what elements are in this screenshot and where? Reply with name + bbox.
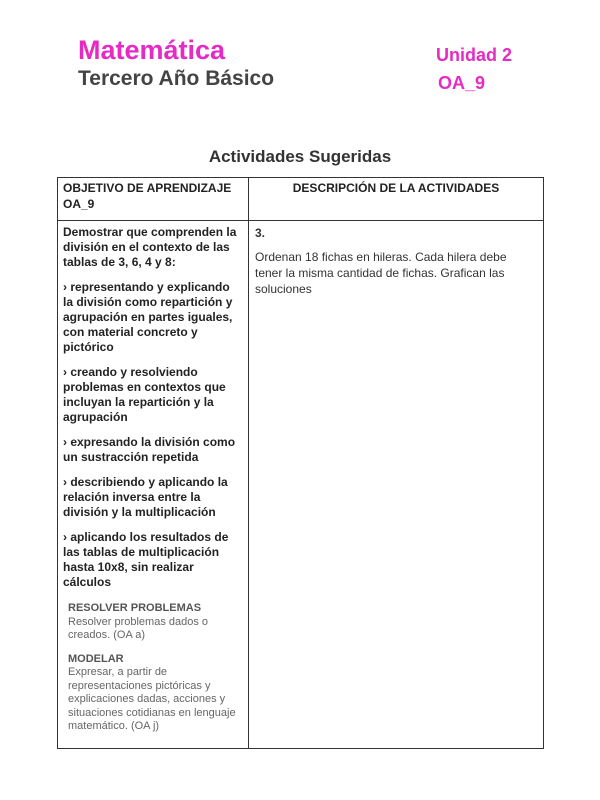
activity-number: 3. (255, 226, 266, 240)
objective-intro: Demostrar que comprenden la división en el contexto de las tablas de 3, 6, 4 y 8: (63, 225, 237, 269)
oa-label: OA_9 (438, 73, 486, 93)
subject-title: Matemática (78, 35, 226, 65)
table-header-row (58, 178, 544, 221)
objective-item: › creando y resolviendo problemas en contextos que incluyan la repartición y la agrupación (63, 365, 226, 424)
activity-cell (249, 221, 544, 749)
table-row (58, 221, 544, 749)
header-objective: OBJETIVO DE APRENDIZAJE OA_9 (58, 178, 249, 221)
objective-item: › describiendo y aplicando la relación inversa entre la división y la multiplicación (63, 475, 228, 519)
objective-cell (58, 221, 249, 749)
activities-table (57, 177, 544, 749)
header-right (436, 44, 512, 94)
header-description: DESCRIPCIÓN DE LA ACTIVIDADES (249, 178, 544, 221)
unit-label: Unidad 2 (436, 45, 513, 65)
skill-heading: RESOLVER PROBLEMAS (68, 602, 202, 614)
objective-item: › expresando la división como un sustracción repetida (63, 435, 236, 464)
section-title: Actividades Sugeridas (208, 147, 392, 166)
skill-text: Expresar, a partir de representaciones pictóricas y explicaciones dadas, acciones y situaciones cotidianas en lenguaje matemático. (OA j) (68, 666, 236, 732)
objective-item: › representando y explicando la división como repartición y agrupación en partes iguales, con material concreto y pictórico (63, 280, 233, 354)
objective-item: › aplicando los resultados de las tablas de multiplicación hasta 10x8, sin realizar cálculos (63, 530, 229, 589)
grade-subtitle: Tercero Año Básico (78, 67, 275, 90)
skills-block (68, 602, 243, 734)
activity-description: Ordenan 18 fichas en hileras. Cada hilera debe tener la misma cantidad de fichas. Grafican las soluciones (255, 250, 507, 296)
skill-heading: MODELAR (68, 652, 124, 665)
skill-text: Resolver problemas dados o creados. (OA a) (68, 615, 209, 641)
header-left (78, 34, 274, 92)
